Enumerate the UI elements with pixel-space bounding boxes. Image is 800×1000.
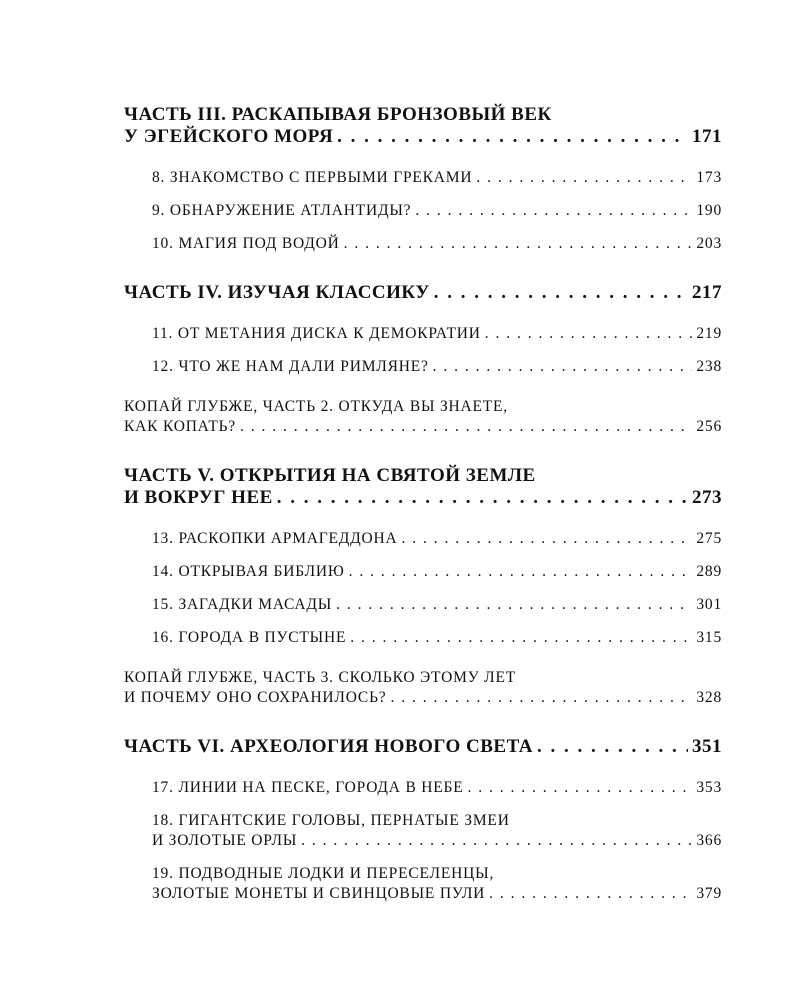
toc-entry-chapter (124, 168, 722, 188)
dot-leader (489, 884, 692, 904)
toc-title: 10. МАГИЯ ПОД ВОДОЙ (152, 235, 340, 252)
dot-leader (537, 736, 688, 758)
dot-leader (344, 234, 693, 254)
toc-entry-chapter (124, 811, 722, 851)
page-number: 328 (696, 689, 722, 706)
toc-title: 12. ЧТО ЖЕ НАМ ДАЛИ РИМЛЯНЕ? (152, 358, 429, 375)
dot-leader (390, 688, 692, 708)
dot-leader (415, 201, 692, 221)
toc-title: 13. РАСКОПКИ АРМАГЕДДОНА (152, 530, 398, 547)
toc-title: ЧАСТЬ VI. АРХЕОЛОГИЯ НОВОГО СВЕТА (124, 736, 534, 757)
toc-entry-part (124, 465, 722, 509)
dot-leader (301, 831, 692, 851)
dot-leader (337, 126, 688, 148)
table-of-contents (124, 104, 722, 917)
toc-title: 14. ОТКРЫВАЯ БИБЛИЮ (152, 563, 345, 580)
toc-entry-chapter (124, 201, 722, 221)
page-number: 301 (696, 596, 722, 613)
dot-leader (402, 529, 693, 549)
page-number: 203 (696, 235, 722, 252)
toc-title-line: КОПАЙ ГЛУБЖЕ, ЧАСТЬ 2. ОТКУДА ВЫ ЗНАЕТЕ, (124, 398, 508, 415)
toc-title: И ЗОЛОТЫЕ ОРЛЫ (152, 832, 298, 849)
page-number: 366 (696, 832, 722, 849)
dot-leader (240, 417, 692, 437)
toc-entry-chapter (124, 234, 722, 254)
toc-entry-chapter (124, 778, 722, 798)
dot-leader (468, 778, 693, 798)
page-number: 275 (696, 530, 722, 547)
page-number: 171 (692, 126, 722, 147)
dot-leader (433, 357, 693, 377)
page-number: 238 (696, 358, 722, 375)
toc-entry-chapter (124, 562, 722, 582)
toc-title-line: ЧАСТЬ V. ОТКРЫТИЯ НА СВЯТОЙ ЗЕМЛЕ (124, 465, 536, 486)
toc-title-line: КОПАЙ ГЛУБЖЕ, ЧАСТЬ 3. СКОЛЬКО ЭТОМУ ЛЕТ (124, 669, 516, 686)
page-number: 219 (696, 325, 722, 342)
toc-title: КАК КОПАТЬ? (124, 418, 236, 435)
dot-leader (434, 282, 688, 304)
toc-entry-part (124, 736, 722, 758)
page-number: 173 (696, 169, 722, 186)
toc-title: 16. ГОРОДА В ПУСТЫНЕ (152, 629, 347, 646)
toc-entry-chapter (124, 864, 722, 904)
page-number: 217 (692, 282, 722, 303)
toc-title: ЧАСТЬ IV. ИЗУЧАЯ КЛАССИКУ (124, 282, 430, 303)
toc-entry-deeper (124, 397, 722, 437)
page-number: 315 (696, 629, 722, 646)
toc-title: 17. ЛИНИИ НА ПЕСКЕ, ГОРОДА В НЕБЕ (152, 779, 464, 796)
toc-entry-deeper (124, 668, 722, 708)
toc-title: И ПОЧЕМУ ОНО СОХРАНИЛОСЬ? (124, 689, 387, 706)
toc-entry-chapter (124, 324, 722, 344)
page-number: 273 (692, 487, 722, 508)
page-number: 289 (696, 563, 722, 580)
dot-leader (350, 628, 692, 648)
page-number: 353 (696, 779, 722, 796)
page-number: 351 (692, 736, 722, 757)
toc-title-line: 18. ГИГАНТСКИЕ ГОЛОВЫ, ПЕРНАТЫЕ ЗМЕИ (152, 812, 510, 829)
toc-entry-part (124, 282, 722, 304)
toc-title: 9. ОБНАРУЖЕНИЕ АТЛАНТИДЫ? (152, 202, 412, 219)
toc-entry-chapter (124, 357, 722, 377)
toc-title: 11. ОТ МЕТАНИЯ ДИСКА К ДЕМОКРАТИИ (152, 325, 481, 342)
toc-title: И ВОКРУГ НЕЕ (124, 487, 273, 508)
toc-entry-part (124, 104, 722, 148)
dot-leader (485, 324, 693, 344)
dot-leader (277, 487, 688, 509)
toc-title-line: ЧАСТЬ III. РАСКАПЫВАЯ БРОНЗОВЫЙ ВЕК (124, 104, 552, 125)
page-number: 379 (696, 885, 722, 902)
page-number: 256 (696, 418, 722, 435)
dot-leader (476, 168, 692, 188)
dot-leader (349, 562, 693, 582)
toc-entry-chapter (124, 529, 722, 549)
toc-title: 8. ЗНАКОМСТВО С ПЕРВЫМИ ГРЕКАМИ (152, 169, 473, 186)
toc-entry-chapter (124, 628, 722, 648)
toc-title: У ЭГЕЙСКОГО МОРЯ (124, 126, 334, 147)
toc-title: 15. ЗАГАДКИ МАСАДЫ (152, 596, 333, 613)
toc-title-line: 19. ПОДВОДНЫЕ ЛОДКИ И ПЕРЕСЕЛЕНЦЫ, (152, 865, 495, 882)
page-number: 190 (696, 202, 722, 219)
dot-leader (336, 595, 692, 615)
toc-entry-chapter (124, 595, 722, 615)
toc-title: ЗОЛОТЫЕ МОНЕТЫ И СВИНЦОВЫЕ ПУЛИ (152, 885, 486, 902)
